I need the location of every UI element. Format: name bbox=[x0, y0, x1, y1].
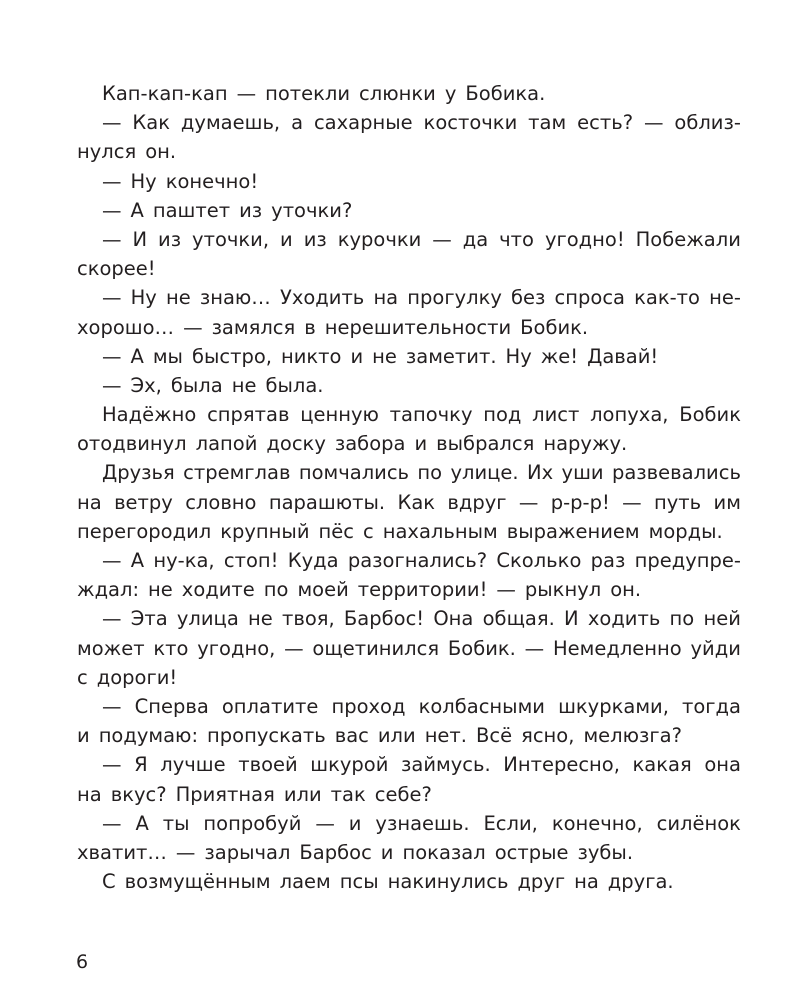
text-line: Кап-кап-кап — потекли слюнки у Бобика. bbox=[102, 82, 546, 105]
text-line: — А мы быстро, никто и не заметит. Ну же! Давай! bbox=[102, 344, 659, 368]
text-line: хорошо… — замялся в нерешительности Бобик. bbox=[77, 315, 589, 339]
text-line: на ветру словно парашюты. Как вдруг — р-р-р! — путь им bbox=[77, 490, 741, 514]
text-line: — Эх, была не была. bbox=[102, 373, 324, 397]
text-line: отодвинул лапой доску забора и выбрался наружу. bbox=[77, 432, 628, 456]
text-line: нулся он. bbox=[77, 140, 177, 164]
text-line: — Как думаешь, а сахарные косточки там есть? — облиз- bbox=[102, 111, 741, 135]
text-line: — А ну-ка, стоп! Куда разогнались? Сколько раз предупре- bbox=[102, 549, 741, 572]
text-line: — Ну конечно! bbox=[102, 169, 259, 193]
text-line: Надёжно спрятав ценную тапочку под лист лопуха, Бобик bbox=[102, 403, 741, 427]
body-text bbox=[77, 79, 741, 896]
text-line: — Эта улица не твоя, Барбос! Она общая. И ходить по ней bbox=[102, 607, 741, 631]
text-line: — Я лучше твоей шкурой займусь. Интересно, какая она bbox=[102, 753, 741, 777]
text-line: — А паштет из уточки? bbox=[102, 198, 353, 222]
text-line: — Сперва оплатите проход колбасными шкурками, тогда bbox=[102, 694, 741, 718]
text-line: и подумаю: пропускать вас или нет. Всё ясно, мелюзга? bbox=[77, 724, 682, 748]
text-line: скорее! bbox=[77, 257, 156, 281]
text-line: с дороги! bbox=[77, 665, 178, 689]
text-line: перегородил крупный пёс с нахальным выражением морды. bbox=[77, 519, 723, 543]
text-line: — И из уточки, и из курочки — да что угодно! Побежали bbox=[102, 227, 741, 251]
text-line: хватит… — зарычал Барбос и показал острые зубы. bbox=[77, 840, 634, 864]
page-number: 6 bbox=[76, 951, 89, 973]
text-line: на вкус? Приятная или так себе? bbox=[77, 782, 432, 806]
text-line: С возмущённым лаем псы накинулись друг на друга. bbox=[102, 870, 674, 894]
text-line: может кто угодно, — ощетинился Бобик. — Немедленно уйди bbox=[77, 636, 741, 660]
text-line: Друзья стремглав помчались по улице. Их уши развевались bbox=[102, 461, 741, 485]
text-line: ждал: не ходите по моей территории! — рыкнул он. bbox=[77, 578, 642, 602]
text-line: — А ты попробуй — и узнаешь. Если, конечно, силёнок bbox=[102, 811, 741, 835]
text-line: — Ну не знаю… Уходить на прогулку без спроса как-то не- bbox=[102, 286, 741, 310]
